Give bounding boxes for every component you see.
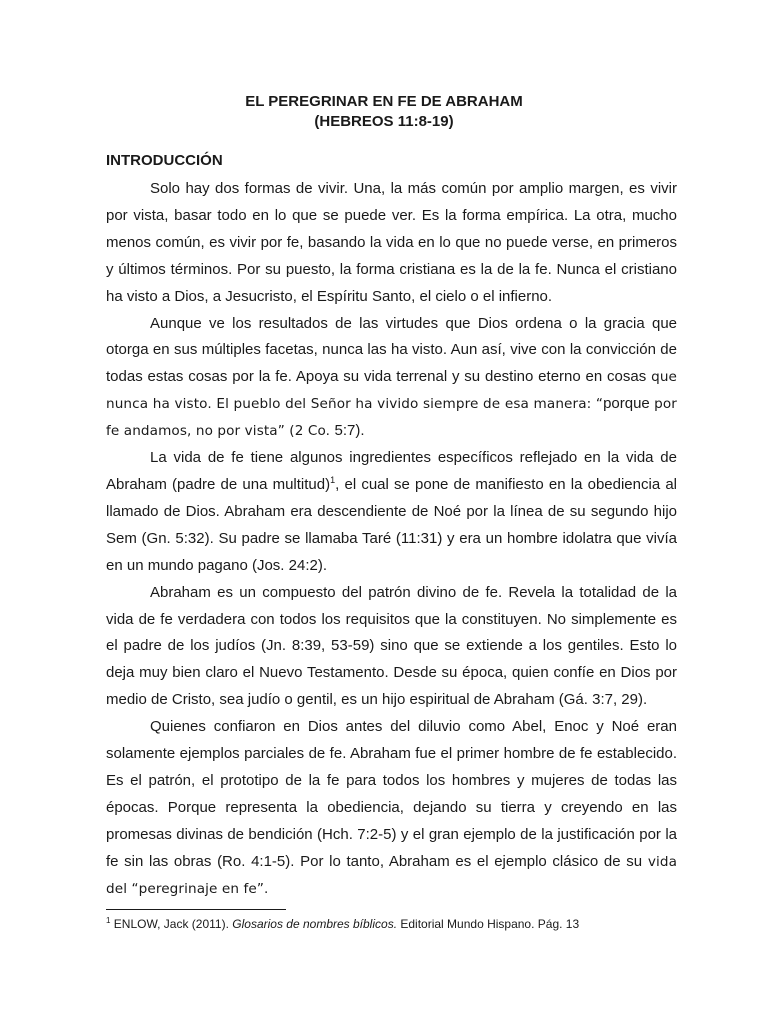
paragraph-5-closing: vida del “peregrinaje en fe”. — [106, 853, 677, 897]
paragraph-3 — [106, 445, 677, 580]
paragraph-5 — [106, 714, 677, 902]
paragraph-1: Solo hay dos formas de vivir. Una, la más común por amplio margen, es vivir por vista, basar todo en lo que se puede ver. Es la forma empírica. La otra, mucho menos común, es vivir por fe, basando la vida en lo que no puede verse, en primeros y últimos términos. Por su puesto, la forma cristiana es la de la fe. Nunca el cristiano ha visto a Dios, a Jesucristo, el Espíritu Santo, el cielo o el infierno. — [106, 180, 677, 305]
document-title: EL PEREGRINAR EN FE DE ABRAHAM — [245, 93, 523, 110]
footnote-marker: 1 — [106, 916, 111, 925]
footnote — [106, 916, 706, 932]
paragraph-4: Abraham es un compuesto del patrón divino de fe. Revela la totalidad de la vida de fe verdadera con todos los requisitos que la constituyen. No simplemente es el padre de los judíos (Jn. 8:39, 53-59) sino que se extiende a los gentiles. Esto lo deja muy bien claro el Nuevo Testamento. Desde su época, quien confíe en Dios por medio de Cristo, sea judío o gentil, es un hijo espiritual de Abraham (Gá. 3:7, 29). — [106, 583, 677, 709]
paragraph-2-quote-lead: que nunca ha visto. El pueblo del Señor ha vivido siempre de esa manera: “ — [106, 369, 678, 413]
paragraph-2-quote: por fe andamos, no por vista” (2 Co. — [106, 396, 677, 440]
paragraph-2-text: Aunque ve los resultados de las virtudes que Dios ordena o la gracia que otorga en sus múltiples facetas, nunca las ha visto. Aun así, vive con la convicción de todas estas cosas por la fe. Apoya su vida terrenal y su destino eterno en cosas — [106, 314, 677, 386]
footnote-reference[interactable]: 1 — [330, 474, 336, 485]
paragraph-2 — [106, 311, 677, 446]
paragraph-5-text: Quienes confiaron en Dios antes del diluvio como Abel, Enoc y Noé eran solamente ejemplos parciales de fe. Abraham fue el primer hombre de fe establecido. Es el patrón, el prototipo de la fe para todos los hombres y mujeres de todas las épocas. Porque representa la obediencia, dejando su tierra y creyendo en las promesas divinas de bendición (Hch. 7:2-5) y el gran ejemplo de la justificación por la fe sin las obras (Ro. 4:1-5). Por lo tanto, Abraham es el ejemplo clásico de su — [106, 718, 677, 870]
paragraph-2-quote-start: porque — [603, 395, 650, 413]
footnote-publisher: Editorial Mundo Hispano. Pág. 13 — [397, 917, 580, 931]
section-heading: INTRODUCCIÓN — [106, 152, 223, 169]
paragraph-3-text: La vida de fe tiene algunos ingredientes específicos reflejado en la vida de Abraham (padre de una multitud) — [106, 449, 677, 493]
document-subtitle: (HEBREOS 11:8-19) — [314, 113, 454, 130]
paragraph-2-reference: 5:7). — [334, 422, 365, 440]
footnote-divider — [106, 909, 286, 910]
footnote-author: ENLOW, Jack (2011). — [110, 917, 233, 931]
paragraph-3-continuation: , el cual se pone de manifiesto en la obediencia al llamado de Dios. Abraham era descendiente de Noé por la línea de su segundo hijo Sem (Gn. 5:32). Su padre se llamaba Taré (11:31) y era un hombre idolatra que vivía en un mundo pagano (Jos. 24:2). — [106, 475, 678, 574]
footnote-work-title: Glosarios de nombres bíblicos. — [232, 917, 398, 931]
body-text — [106, 176, 677, 902]
